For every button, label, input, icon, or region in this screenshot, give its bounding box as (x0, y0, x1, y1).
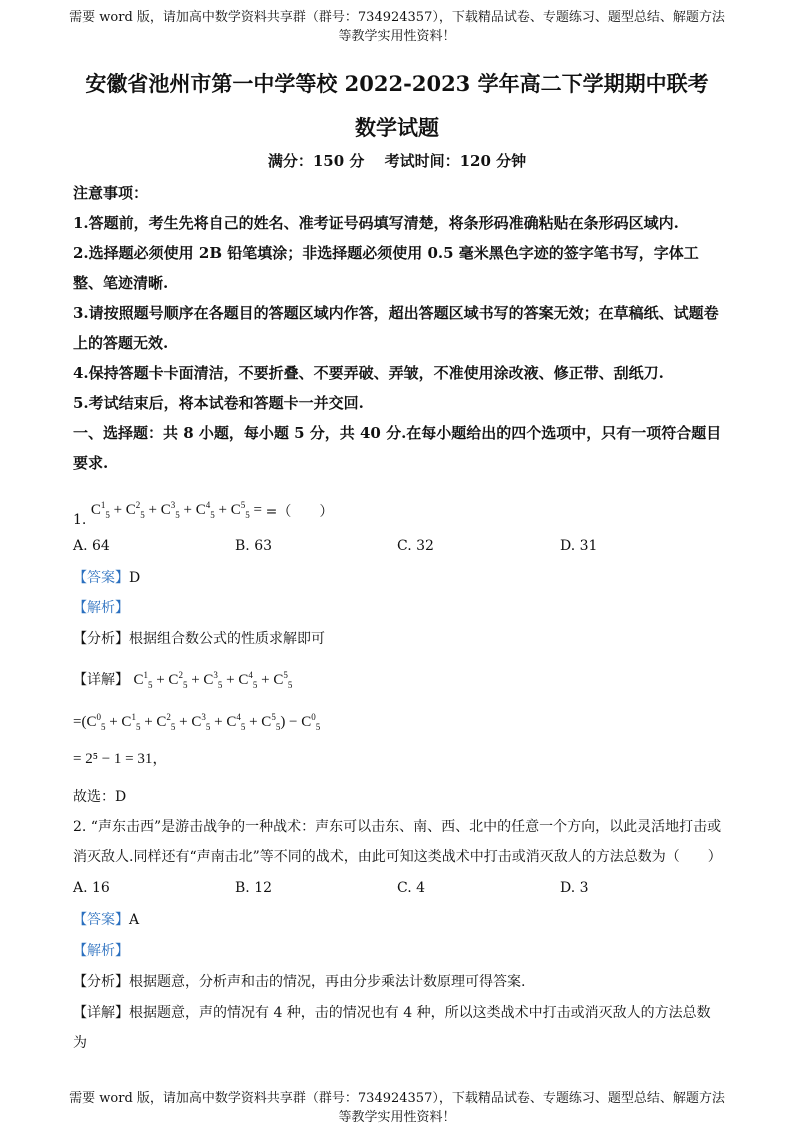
q2-option-d: D. 3 (560, 880, 589, 896)
q1-option-d: D. 31 (560, 538, 598, 554)
note-3: 3.请按照题号顺序在各题目的答题区域内作答，超出答题区域书写的答案无效；在草稿纸、试题卷上的答题无效. (73, 304, 719, 352)
q2-analysis-tag: 【解析】 (73, 943, 129, 959)
q1-stem-tail: =（ ） (265, 504, 334, 520)
q2-answer-value: A (129, 912, 140, 928)
notes-block (73, 178, 723, 478)
q1-detail-line-2 (73, 702, 723, 742)
q1-fenxi-tag: 【分析】 (73, 631, 129, 647)
exam-title: 安徽省池州市第一中学等校 2022-2023 学年高二下学期期中联考 (85, 71, 709, 96)
notes-heading: 注意事项： (73, 184, 149, 202)
note-2: 2.选择题必须使用 2B 铅笔填涂；非选择题必须使用 0.5 毫米黑色字迹的签字笔书写，字体工整、笔迹清晰. (73, 244, 699, 292)
q2-answer (73, 905, 723, 935)
q2-option-c: C. 4 (397, 880, 426, 896)
footer-line-2: 等教学实用性资料！ (338, 1110, 456, 1125)
exam-info: 满分：150 分 考试时间：120 分钟 (267, 152, 527, 170)
q2-option-b: B. 12 (235, 880, 273, 896)
header-line-1: 需要 word 版，请加高中数学资料共享群（群号：734924357），下载精品试卷、专题练习、题型总结、解题方法 (69, 10, 725, 25)
q1-answer-tag: 【答案】 (73, 570, 129, 586)
q1-option-b: B. 63 (235, 538, 273, 554)
q2-detail-text: 根据题意，声的情况有 4 种，击的情况也有 4 种，所以这类战术中打击或消灭敌人的方法总数为 (73, 1005, 711, 1051)
q1-number: 1. (73, 512, 87, 528)
exam-subject: 数学试题 (355, 115, 439, 140)
q1-expression: $C^1_5 + C^2_5 + C^3_5 + C^4_5 + C^5_5$ = (90, 500, 266, 520)
q1-detail-expr-2: $=(C^0_5 + C^1_5 + C^2_5 + C^3_5 + C^4_5 + C^5_5) - C^0_5$ (73, 712, 321, 732)
q2-detail (73, 998, 723, 1058)
note-1: 1.答题前，考生先将自己的姓名、准考证号码填写清楚，将条形码准确粘贴在条形码区域内. (73, 214, 679, 232)
q2-fenxi-text: 根据题意，分析声和击的情况，再由分步乘法计数原理可得答案. (129, 974, 526, 990)
q2-answer-tag: 【答案】 (73, 912, 129, 928)
footer-line-1: 需要 word 版，请加高中数学资料共享群（群号：734924357），下载精品试卷、专题练习、题型总结、解题方法 (69, 1091, 725, 1106)
q1-conclusion: 故选：D (73, 789, 127, 805)
q1-analysis-tag: 【解析】 (73, 600, 129, 616)
q2-fenxi-tag: 【分析】 (73, 974, 129, 990)
q2-fenxi (73, 967, 723, 997)
header-line-2: 等教学实用性资料！ (338, 29, 456, 44)
page-header (0, 8, 794, 46)
note-4: 4.保持答题卡卡面清洁，不要折叠、不要弄破、弄皱，不准使用涂改液、修正带、刮纸刀. (73, 364, 664, 382)
note-5: 5.考试结束后，将本试卷和答题卡一并交回. (73, 394, 364, 412)
q1-option-a: A. 64 (73, 538, 110, 554)
q1-detail-tag: 【详解】 (73, 672, 129, 688)
q1-option-c: C. 32 (397, 538, 434, 554)
q1-detail-line-1 (73, 660, 723, 700)
q1-answer (73, 563, 723, 593)
q1-stem (73, 500, 723, 540)
q1-detail-expr-1: $C^1_5 + C^2_5 + C^3_5 + C^4_5 + C^5_5$ (133, 670, 293, 690)
q1-detail-line-3: = 2⁵ − 1 = 31， (73, 751, 168, 767)
q1-fenxi-text: 根据组合数公式的性质求解即可 (129, 631, 325, 647)
q2-detail-tag: 【详解】 (73, 1005, 129, 1021)
page-footer (0, 1089, 794, 1127)
q1-answer-value: D (129, 570, 141, 586)
q2-option-a: A. 16 (73, 880, 110, 896)
q1-fenxi (73, 624, 723, 654)
section-1-heading: 一、选择题：共 8 小题，每小题 5 分，共 40 分.在每小题给出的四个选项中，只有一项符合题目要求. (73, 424, 722, 472)
q2-stem: 2. “声东击西”是游击战争的一种战术：声东可以击东、南、西、北中的任意一个方向，以此灵活地打击或消灭敌人.同样还有“声南击北”等不同的战术，由此可知这类战术中打击或消灭敌人的方法总数为（ ） (73, 819, 722, 865)
